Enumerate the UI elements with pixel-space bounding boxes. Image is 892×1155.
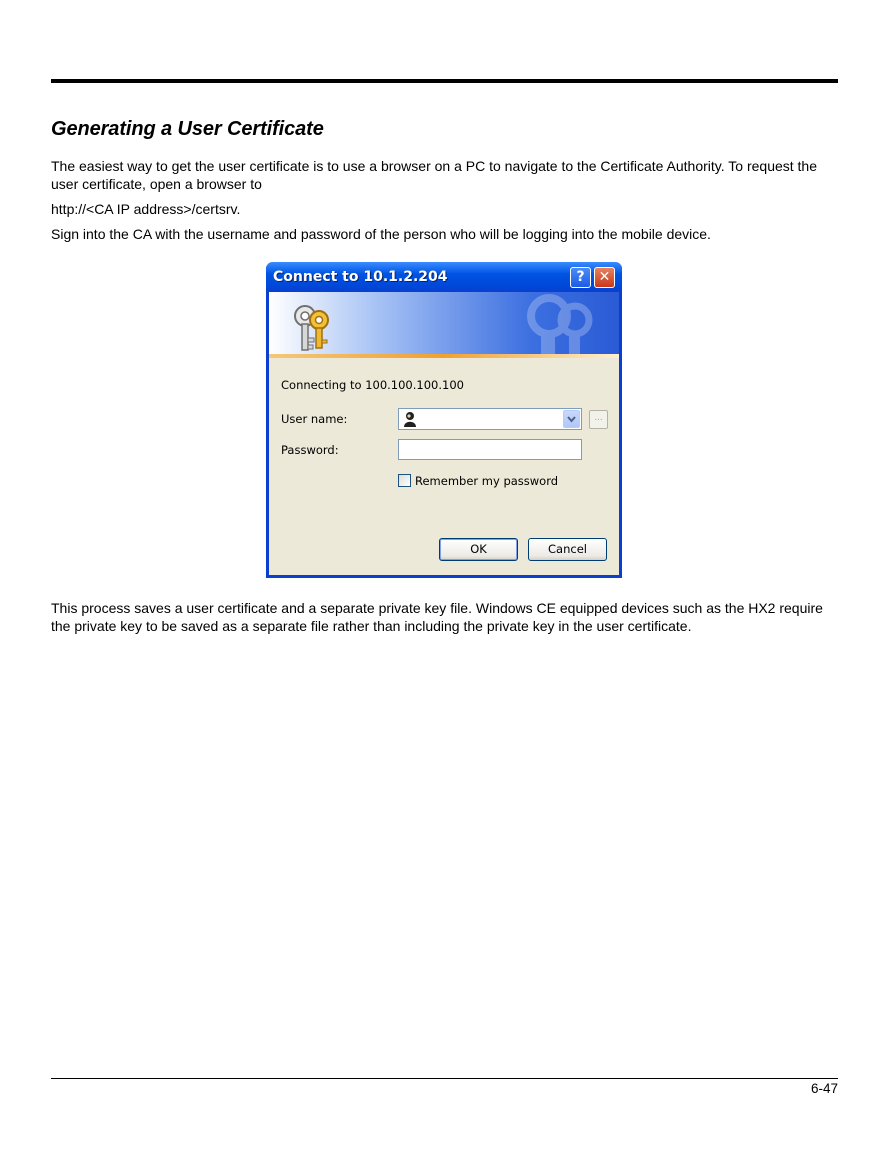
bottom-rule — [51, 1078, 838, 1079]
dialog-title: Connect to 10.1.2.204 — [273, 269, 448, 285]
close-button[interactable]: ✕ — [594, 267, 615, 288]
connecting-text: Connecting to 100.100.100.100 — [281, 378, 464, 392]
password-label: Password: — [281, 443, 339, 457]
page-number: 6-47 — [810, 1081, 838, 1096]
password-input[interactable] — [398, 439, 582, 460]
sign-in-paragraph: Sign into the CA with the username and password of the person who will be logging into the mobile device. — [51, 226, 711, 242]
help-button[interactable]: ? — [570, 267, 591, 288]
user-icon — [403, 411, 417, 427]
intro-paragraph: The easiest way to get the user certificate is to use a browser on a PC to navigate to the Certificate Authority. To request the user certificate, open a browser to — [51, 158, 818, 192]
connect-dialog — [266, 262, 622, 578]
chevron-down-icon — [564, 411, 579, 427]
dialog-titlebar[interactable] — [266, 262, 622, 292]
url-paragraph: http://<CA IP address>/certsrv. — [51, 201, 241, 217]
keys-icon — [285, 300, 341, 356]
remember-password-label[interactable]: Remember my password — [415, 474, 559, 488]
banner-stripe — [269, 354, 619, 358]
remember-password-checkbox[interactable] — [398, 474, 411, 487]
dialog-banner — [269, 292, 619, 358]
browse-users-button[interactable]: ... — [589, 410, 608, 429]
keys-watermark-icon — [509, 294, 599, 358]
ok-button[interactable]: OK — [439, 538, 518, 561]
user-name-dropdown-button[interactable] — [563, 410, 580, 428]
user-name-label: User name: — [281, 412, 348, 426]
user-name-combobox[interactable] — [398, 408, 582, 430]
top-rule — [51, 79, 838, 83]
process-paragraph: This process saves a user certificate and a separate private key file. Windows CE equipped devices such as the HX2 require the private key to be saved as a separate file rather than including the private key in the user certificate. — [51, 600, 823, 634]
section-heading: Generating a User Certificate — [51, 118, 324, 140]
cancel-button[interactable]: Cancel — [528, 538, 607, 561]
